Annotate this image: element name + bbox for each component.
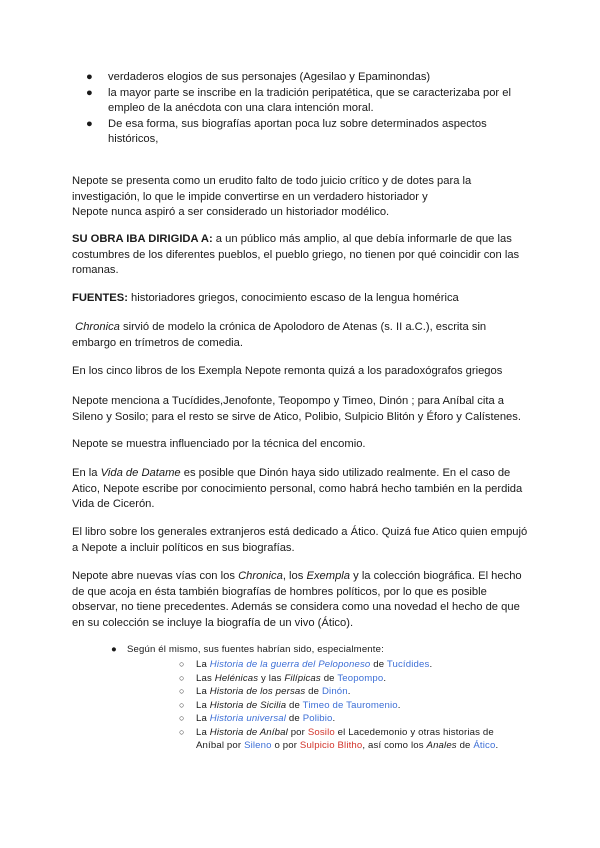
bullet-icon: ● bbox=[86, 71, 93, 83]
source-item: ○ La Historia de Aníbal por Sosilo el Lacedemonio y otras historias de Aníbal por Sileno o por Sulpicio Blitho, así como los Anales de Ático. bbox=[179, 726, 499, 751]
fuentes-label: FUENTES: bbox=[72, 292, 128, 304]
circle-bullet-icon: ○ bbox=[179, 672, 185, 683]
link[interactable]: Historia universal bbox=[209, 713, 287, 724]
circle-bullet-icon: ○ bbox=[179, 686, 185, 696]
paragraph-exempla: En los cinco libros de los Exempla Nepote remonta quizá a los paradoxógrafos griegos bbox=[72, 365, 503, 377]
link[interactable]: Sulpicio Blitho bbox=[299, 740, 363, 751]
link[interactable]: Dinón bbox=[321, 686, 348, 697]
link[interactable]: Ático bbox=[473, 740, 496, 751]
paragraph-fuentes: FUENTES: historiadores griegos, conocimiento escaso de la lengua homérica bbox=[72, 292, 459, 304]
source-item: ○ La Historia de los persas de Dinón. bbox=[179, 686, 351, 697]
link[interactable]: Sileno bbox=[244, 740, 272, 751]
list-item: ● verdaderos elogios de sus personajes (Agesilao y Epaminondas) bbox=[72, 70, 532, 86]
obra-label: SU OBRA IBA DIRIGIDA A: bbox=[72, 233, 213, 245]
bullet-icon: ● bbox=[111, 644, 117, 655]
link[interactable]: Teopompo bbox=[337, 672, 384, 684]
link[interactable]: Tucídides bbox=[386, 659, 430, 670]
paragraph-menciona: Nepote menciona a Tucídides,Jenofonte, Teopompo y Timeo, Dinón ; para Aníbal cita a Sileno y Sosilo; para el resto se sirve de Atico, Polibio, Sulpicio Blitón y Éforo y Calístenes. bbox=[72, 395, 521, 423]
link[interactable]: Sosilo bbox=[307, 726, 335, 738]
paragraph-erudito: Nepote se presenta como un erudito falto de todo juicio crítico y de dotes para la investigación, lo que le impide convertirse en un verdadero historiador y Nepote nunca aspiró a ser considerado un historiador modélico. bbox=[72, 175, 472, 218]
list-item: ● Según él mismo, sus fuentes habrían sido, especialmente: ○ La Historia de la guerra del Peloponeso de Tucídides. ○ Las Helénicas y las Filípicas de Teopompo. ○ La Historia de los persas de Dinón. ○ La Historia de Sicilia de Timeo de Tauromenio. ○ La Historia universal de Polibio. ○ La Historia de Aníbal por Sosilo el Lacedemonio y otras historias de Aníbal por Sileno o por Sulpicio Blitho, así como los Anales de Ático. bbox=[108, 642, 538, 753]
bullet-icon: ● bbox=[86, 117, 93, 130]
link[interactable]: Polibio bbox=[302, 713, 333, 724]
bullet-icon: ● bbox=[86, 86, 93, 99]
paragraph-libro: El libro sobre los generales extranjeros está dedicado a Ático. Quizá fue Atico quien empujó a Nepote a incluir políticos en sus biografías. bbox=[72, 526, 528, 554]
link[interactable]: Historia de la guerra del Peloponeso bbox=[209, 659, 371, 670]
list-item: ● De esa forma, sus biografías aportan poca luz sobre determinados aspectos históricos, bbox=[86, 117, 487, 145]
sources-sublist bbox=[127, 658, 538, 753]
paragraph-obra: SU OBRA IBA DIRIGIDA A: a un público más amplio, al que debía informarle de que las costumbres de los diferentes pueblos, el pueblo griego, no tienen por qué coincidir con las romanas. bbox=[72, 233, 520, 276]
list-item: ● la mayor parte se inscribe en la tradición peripatética, que se caracterizaba por el empleo de la anécdota con una clara intención moral. bbox=[86, 86, 511, 114]
source-item: ○ La Historia de Sicilia de Timeo de Tauromenio. bbox=[179, 699, 401, 711]
paragraph-vias: Nepote abre nuevas vías con los Chronica, los Exempla y la colección biográfica. El hecho de que acoja en ésta también biografías de hombres políticos, por lo que es posible observar, no tiene precedentes. Además se considera como una novedad el hecho de que en su colección se incluye la biografía de un vivo (Ático). bbox=[72, 570, 522, 629]
circle-bullet-icon: ○ bbox=[179, 713, 185, 723]
link[interactable]: Timeo de Tauromenio bbox=[302, 699, 398, 711]
circle-bullet-icon: ○ bbox=[179, 659, 185, 669]
sources-list bbox=[108, 642, 538, 753]
paragraph-encomio: Nepote se muestra influenciado por la técnica del encomio. bbox=[72, 438, 366, 450]
top-bullet-list bbox=[72, 70, 532, 148]
source-item: ○ Las Helénicas y las Filípicas de Teopompo. bbox=[179, 672, 387, 684]
paragraph-chronica: Chronica sirvió de modelo la crónica de Apolodoro de Atenas (s. II a.C.), escrita sin embargo en trímetros de comedia. bbox=[72, 321, 487, 349]
paragraph-datame: En la Vida de Datame es posible que Dinón haya sido utilizado realmente. En el caso de Atico, Nepote escribe por conocimiento personal, como habrá hecho también en la perdida Vida de Cicerón. bbox=[72, 467, 523, 510]
source-item: ○ La Historia de la guerra del Peloponeso de Tucídides. bbox=[179, 659, 433, 670]
circle-bullet-icon: ○ bbox=[179, 699, 185, 710]
source-item: ○ La Historia universal de Polibio. bbox=[179, 713, 336, 724]
circle-bullet-icon: ○ bbox=[179, 726, 185, 737]
